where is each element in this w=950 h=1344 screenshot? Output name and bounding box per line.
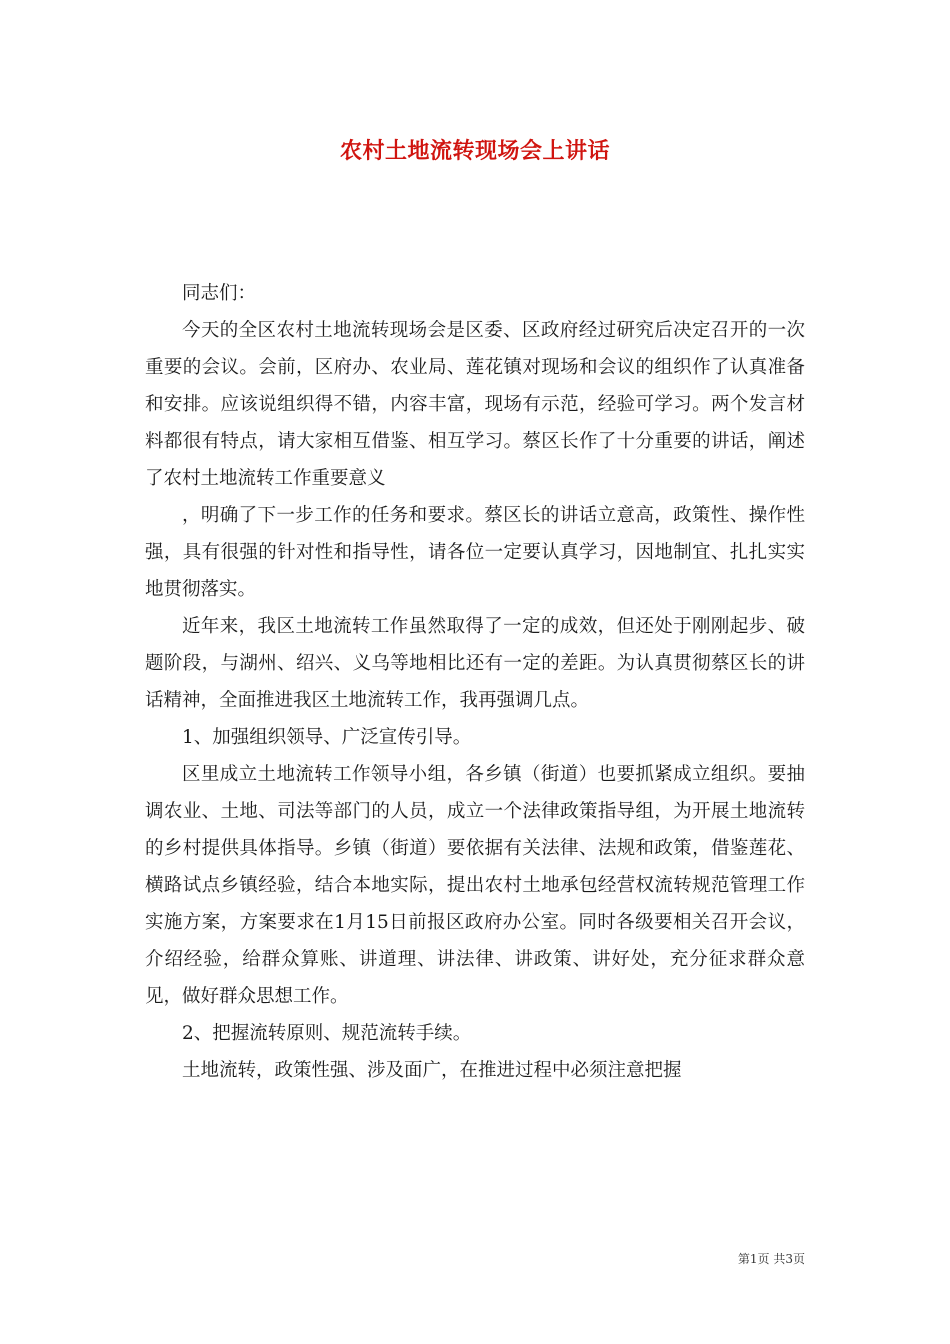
- section-heading-2: 2、把握流转原则、规范流转手续。: [182, 1023, 472, 1044]
- page-number-footer: 第1页 共3页: [737, 1252, 805, 1266]
- document-body: [145, 275, 805, 1089]
- paragraph-intro-continued: ，明确了下一步工作的任务和要求。蔡区长的讲话立意高，政策性、操作性强，具有很强的针对性和指导性，请各位一定要认真学习，因地制宜、扎扎实实地贯彻落实。: [145, 505, 805, 600]
- paragraph-section-2: 土地流转，政策性强、涉及面广，在推进过程中必须注意把握: [182, 1060, 682, 1081]
- paragraph-recent-years: 近年来，我区土地流转工作虽然取得了一定的成效，但还处于刚刚起步、破题阶段，与湖州、绍兴、义乌等地相比还有一定的差距。为认真贯彻蔡区长的讲话精神，全面推进我区土地流转工作，我再强调几点。: [145, 616, 805, 711]
- document-title: 农村土地流转现场会上讲话: [339, 139, 610, 164]
- section-heading-1: 1、加强组织领导、广泛宣传引导。: [182, 727, 472, 748]
- paragraph-salutation: 同志们：: [182, 283, 257, 304]
- paragraph-intro: 今天的全区农村土地流转现场会是区委、区政府经过研究后决定召开的一次重要的会议。会前，区府办、农业局、莲花镇对现场和会议的组织作了认真准备和安排。应该说组织得不错，内容丰富，现场有示范，经验可学习。两个发言材料都很有特点，请大家相互借鉴、相互学习。蔡区长作了十分重要的讲话，阐述了农村土地流转工作重要意义: [145, 320, 805, 489]
- paragraph-section-1: 区里成立土地流转工作领导小组，各乡镇（街道）也要抓紧成立组织。要抽调农业、土地、司法等部门的人员，成立一个法律政策指导组，为开展土地流转的乡村提供具体指导。乡镇（街道）要依据有关法律、法规和政策，借鉴莲花、横路试点乡镇经验，结合本地实际，提出农村土地承包经营权流转规范管理工作实施方案，方案要求在1月15日前报区政府办公室。同时各级要相关召开会议，介绍经验，给群众算账、讲道理、讲法律、讲政策、讲好处，充分征求群众意见，做好群众思想工作。: [145, 764, 805, 1007]
